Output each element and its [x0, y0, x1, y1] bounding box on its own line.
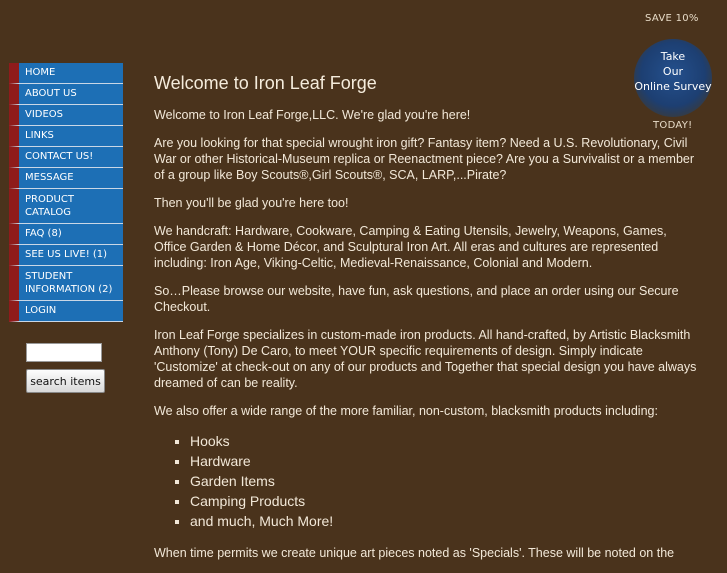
- page-title: Welcome to Iron Leaf Forge: [154, 73, 377, 93]
- nav-item-about-us[interactable]: ABOUT US: [9, 84, 123, 105]
- nav-item-contact-us[interactable]: CONTACT US!: [9, 147, 123, 168]
- search-input[interactable]: [26, 343, 102, 362]
- nav-item-home[interactable]: HOME: [9, 63, 123, 84]
- list-item: ▪ and much, Much More!: [190, 511, 702, 531]
- survey-line-take: Take: [660, 50, 686, 63]
- nav-item-faq[interactable]: FAQ (8): [9, 224, 123, 245]
- nav-item-message[interactable]: MESSAGE: [9, 168, 123, 189]
- save-promo-label: SAVE 10%: [645, 13, 699, 24]
- survey-today-label: TODAY!: [653, 120, 693, 131]
- browse-paragraph: So…Please browse our website, have fun, ask questions, and place an order using our Secure Checkout.: [154, 284, 679, 314]
- survey-line-our: Our: [662, 65, 684, 78]
- handcraft-paragraph: We handcraft: Hardware, Cookware, Camping & Eating Utensils, Jewelry, Weapons, Games, Office Garden & Home Décor, and Sculptural Iron Art. All eras and cultures are represented including: Iron Age, Viking-Celtic, Medieval-Renaissance, Colonial and Modern.: [154, 224, 667, 270]
- glad-paragraph: Then you'll be glad you're here too!: [154, 196, 349, 210]
- custom-paragraph: Iron Leaf Forge specializes in custom-made iron products. All hand-crafted, by Artistic Blacksmith Anthony (Tony) De Caro, to meet YOUR specific requirements of design. Simply indicate 'Customize' at check-out on any of our products and Together that special design you have always dreamed of can be reality.: [154, 328, 697, 390]
- main-content: [154, 70, 702, 573]
- specials-paragraph: When time permits we create unique art pieces noted as 'Specials'. These will be noted on the: [154, 546, 675, 560]
- list-item: ▪ Hardware: [190, 451, 702, 471]
- nav-item-links[interactable]: LINKS: [9, 126, 123, 147]
- nav-item-product-catalog[interactable]: PRODUCT CATALOG: [9, 189, 123, 224]
- product-list: [154, 431, 702, 531]
- list-item: ▪ Garden Items: [190, 471, 702, 491]
- nav-item-videos[interactable]: VIDEOS: [9, 105, 123, 126]
- intro-paragraph: Are you looking for that special wrought iron gift? Fantasy item? Need a U.S. Revolutionary, Civil War or other Historical-Museum replica or Reenactment piece? Are you a Survivalist or a member of a group like Boy Scouts®,Girl Scouts®, SCA, LARP,...Pirate?: [154, 136, 695, 182]
- nav-item-student-information[interactable]: STUDENT INFORMATION (2): [9, 266, 123, 301]
- nav-item-login[interactable]: LOGIN: [9, 301, 123, 322]
- list-item: ▪ Camping Products: [190, 491, 702, 511]
- welcome-paragraph: Welcome to Iron Leaf Forge,LLC. We're glad you're here!: [154, 108, 471, 122]
- nav-item-see-us-live[interactable]: SEE US LIVE! (1): [9, 245, 123, 266]
- list-item: ▪ Hooks: [190, 431, 702, 451]
- sidebar-nav: [9, 63, 123, 322]
- search-items-button[interactable]: search items: [26, 369, 105, 393]
- products-intro-paragraph: We also offer a wide range of the more familiar, non-custom, blacksmith products including:: [154, 404, 658, 418]
- survey-line-online-survey: Online Survey: [634, 80, 712, 93]
